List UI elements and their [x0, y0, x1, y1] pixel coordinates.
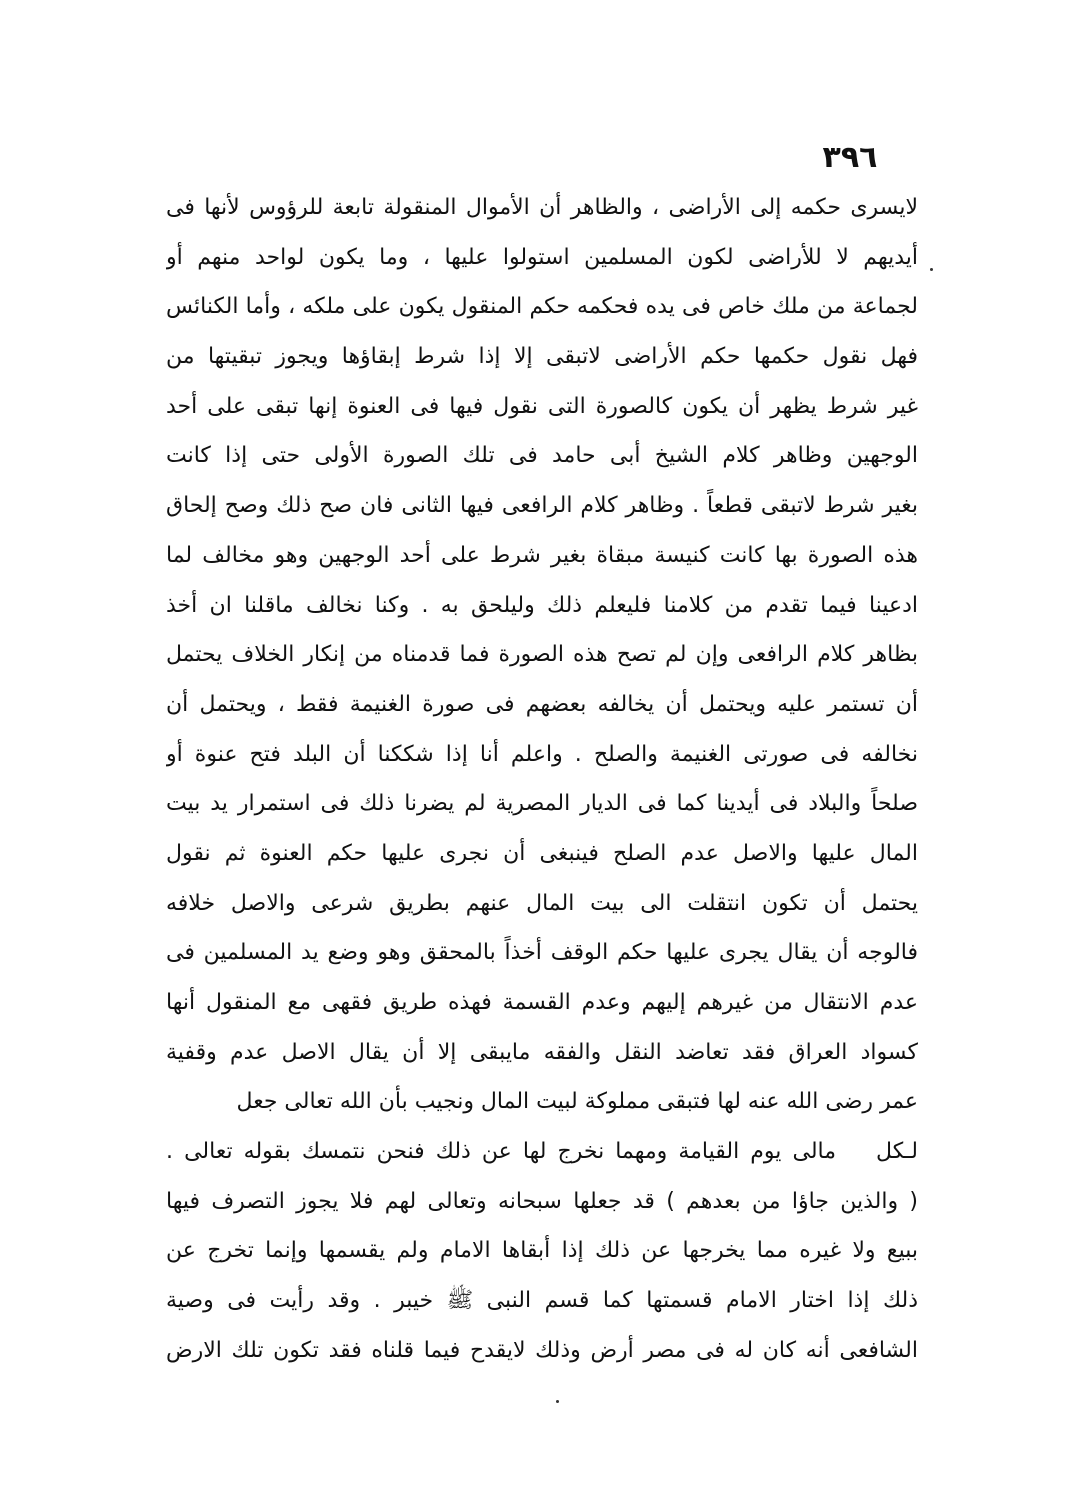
text-line: يحتمل أن تكون انتقلت الى بيت المال عنهم بطريق شرعى والاصل خلافه: [166, 890, 918, 916]
text-line: لجماعة من ملك خاص فى يده فحكمه حكم المنقول يكون على ملكه ، وأما الكنائس: [166, 294, 918, 320]
page-number: ٣٩٦: [822, 140, 878, 175]
text-line: المال عليها والاصل عدم الصلح فينبغى أن نجرى عليها حكم العنوة ثم نقول: [166, 840, 918, 866]
text-line: كسواد العراق فقد تعاضد النقل والفقه مايبقى إلا أن يقال الاصل عدم وقفية: [166, 1039, 918, 1065]
text-line: أن تستمر عليه ويحتمل أن يخالفه بعضهم فى صورة الغنيمة فقط ، ويحتمل أن: [166, 691, 918, 717]
text-line: بغير شرط لاتبقى قطعاً . وظاهر كلام الرافعى فيها الثانى فان صح ذلك وصح إلحاق: [166, 493, 918, 519]
scan-speck: [930, 268, 933, 271]
text-line: عدم الانتقال من غيرهم إليهم وعدم القسمة فهذه طريق فقهى مع المنقول أنها: [166, 990, 918, 1015]
body-text: [166, 183, 918, 1376]
text-line: نخالفه فى صورتى الغنيمة والصلح . واعلم أنا إذا شككنا أن البلد فتح عنوة أو: [166, 741, 918, 767]
text-line: ادعينا فيما تقدم من كلامنا فليعلم ذلك وليلحق به . وكنا نخالف ماقلنا ان أخذ: [166, 592, 918, 618]
text-line: لايسرى حكمه إلى الأراضى ، والظاهر أن الأموال المنقولة تابعة للرؤوس لأنها فى: [166, 195, 918, 220]
text-line: أيديهم لا للأراضى لكون المسلمين استولوا عليها ، وما يكون لواحد منهم أو: [166, 244, 918, 270]
text-line: [166, 1127, 918, 1177]
text-line-start: لـكل: [876, 1139, 918, 1165]
text-line: الشافعى أنه كان له فى مصر أرض وذلك لايقدح فيما قلناه فقد تكون تلك الارض: [166, 1337, 918, 1363]
text-line: هذه الصورة بها كانت كنيسة مبقاة بغير شرط على أحد الوجهين وهو مخالف لما: [166, 542, 918, 568]
text-line: ذلك إذا اختار الامام قسمتها كما قسم النبى ﷺ خيبر . وقد رأيت فى وصية: [166, 1288, 918, 1314]
text-line: صلحاً والبلاد فى أيدينا كما فى الديار المصرية لم يضرنا ذلك فى استمرار يد بيت: [166, 791, 918, 817]
text-line: ببيع ولا غيره مما يخرجها عن ذلك إذا أبقاها الامام ولم يقسمها وإنما تخرج عن: [166, 1238, 918, 1264]
text-line: فالوجه أن يقال يجرى عليها حكم الوقف أخذاً بالمحقق وهو وضع يد المسلمين فى: [166, 940, 918, 966]
text-line: عمر رضى الله عنه لها فتبقى مملوكة لبيت المال ونجيب بأن الله تعالى جعل: [236, 1089, 918, 1115]
text-line: الوجهين وظاهر كلام الشيخ أبى حامد فى تلك الصورة الأولى حتى إذا كانت: [166, 443, 918, 469]
text-line-rest: مالى يوم القيامة ومهما نخرج لها عن ذلك فنحن نتمسك بقوله تعالى .: [166, 1139, 837, 1165]
scan-speck: [556, 1400, 559, 1403]
text-line: ( والذين جاؤا من بعدهم ) قد جعلها سبحانه وتعالى لهم فلا يجوز التصرف فيها: [166, 1188, 918, 1214]
text-line: بظاهر كلام الرافعى وإن لم تصح هذه الصورة فما قدمناه من إنكار الخلاف يحتمل: [166, 642, 918, 668]
text-line: فهل نقول حكمها حكم الأراضى لاتبقى إلا إذا شرط إبقاؤها ويجوز تبقيتها من: [166, 344, 918, 370]
text-line: غير شرط يظهر أن يكون كالصورة التى نقول فيها فى العنوة إنها تبقى على أحد: [166, 393, 918, 419]
